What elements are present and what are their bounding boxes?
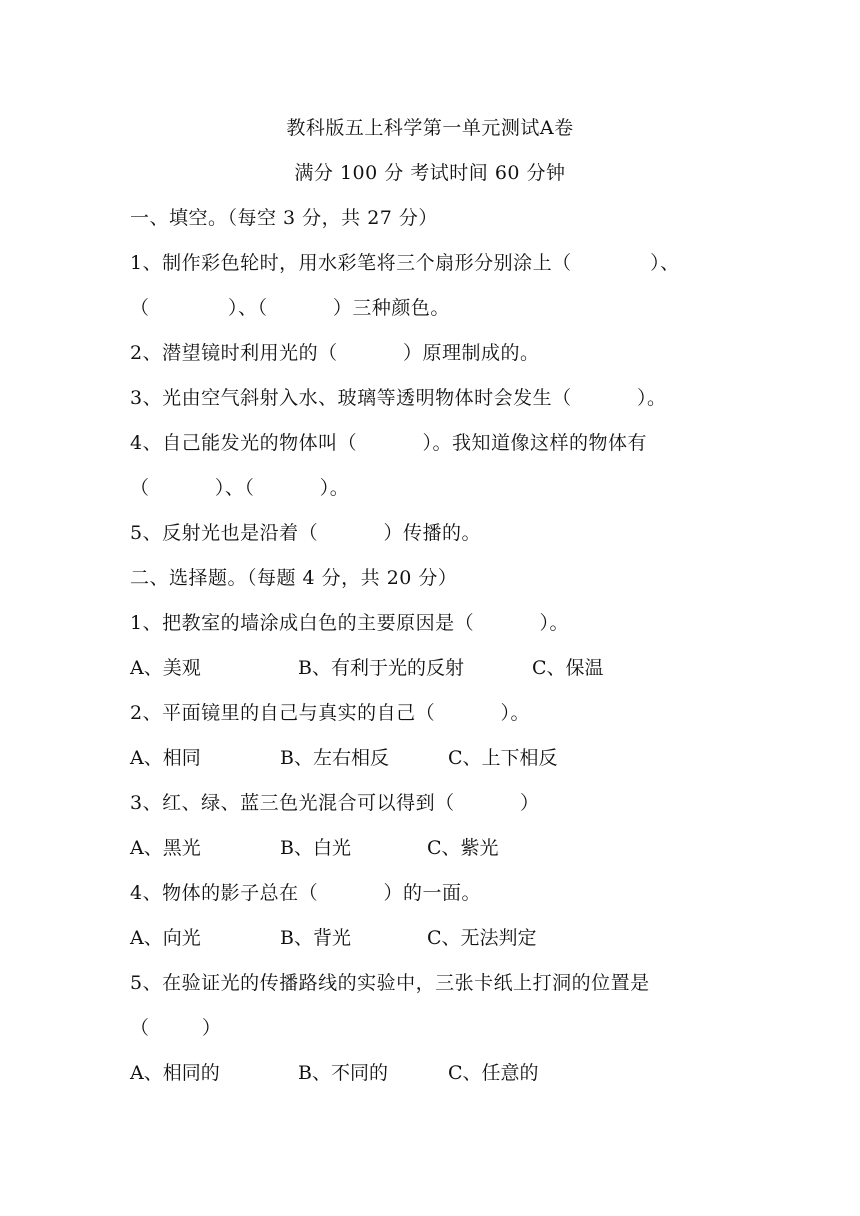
fill-question-3: 3、光由空气斜射入水、玻璃等透明物体时会发生（ ）。 [130,387,667,409]
section-heading-fill-blank: 一、填空。（每空 3 分，共 27 分） [130,207,438,229]
choice-question-5: 5、在验证光的传播路线的实验中，三张卡纸上打洞的位置是 [130,972,650,994]
choice-3-option-a: A、黑光 [130,837,201,859]
fill-question-1-line-2: （ ）、（ ）三种颜色。 [130,297,450,319]
choice-2-option-a: A、相同 [130,747,201,769]
choice-5-option-c: C、任意的 [448,1062,539,1084]
choice-1-option-b: B、有利于光的反射 [298,657,464,679]
choice-question-5-answer-blank: （ ） [130,1017,222,1039]
choice-question-3: 3、红、绿、蓝三色光混合可以得到（ ） [130,792,540,814]
choice-2-option-b: B、左右相反 [280,747,389,769]
choice-5-option-a: A、相同的 [130,1062,220,1084]
choice-4-option-a: A、向光 [130,927,201,949]
choice-question-1: 1、把教室的墙涂成白色的主要原因是（ ）。 [130,612,569,634]
choice-1-option-c: C、保温 [532,657,604,679]
choice-5-option-b: B、不同的 [298,1062,388,1084]
choice-3-option-c: C、紫光 [427,837,499,859]
fill-question-2: 2、潜望镜时利用光的（ ）原理制成的。 [130,342,540,364]
choice-question-2: 2、平面镜里的自己与真实的自己（ ）。 [130,702,530,724]
choice-question-4: 4、物体的影子总在（ ）的一面。 [130,882,481,904]
section-heading-multiple-choice: 二、选择题。（每题 4 分，共 20 分） [130,567,458,589]
choice-4-option-b: B、背光 [280,927,351,949]
choice-2-option-c: C、上下相反 [448,747,558,769]
fill-question-4-line-1: 4、自己能发光的物体叫（ ）。我知道像这样的物体有 [130,432,647,454]
fill-question-4-line-2: （ ）、（ ）。 [130,477,350,499]
fill-question-1-line-1: 1、制作彩色轮时，用水彩笔将三个扇形分别涂上（ ）、 [130,252,680,274]
document-subtitle: 满分 100 分 考试时间 60 分钟 [294,162,566,184]
fill-question-5: 5、反射光也是沿着（ ）传播的。 [130,522,481,544]
choice-3-option-b: B、白光 [280,837,351,859]
document-title: 教科版五上科学第一单元测试A卷 [286,117,574,139]
choice-1-option-a: A、美观 [130,657,201,679]
choice-4-option-c: C、无法判定 [427,927,537,949]
